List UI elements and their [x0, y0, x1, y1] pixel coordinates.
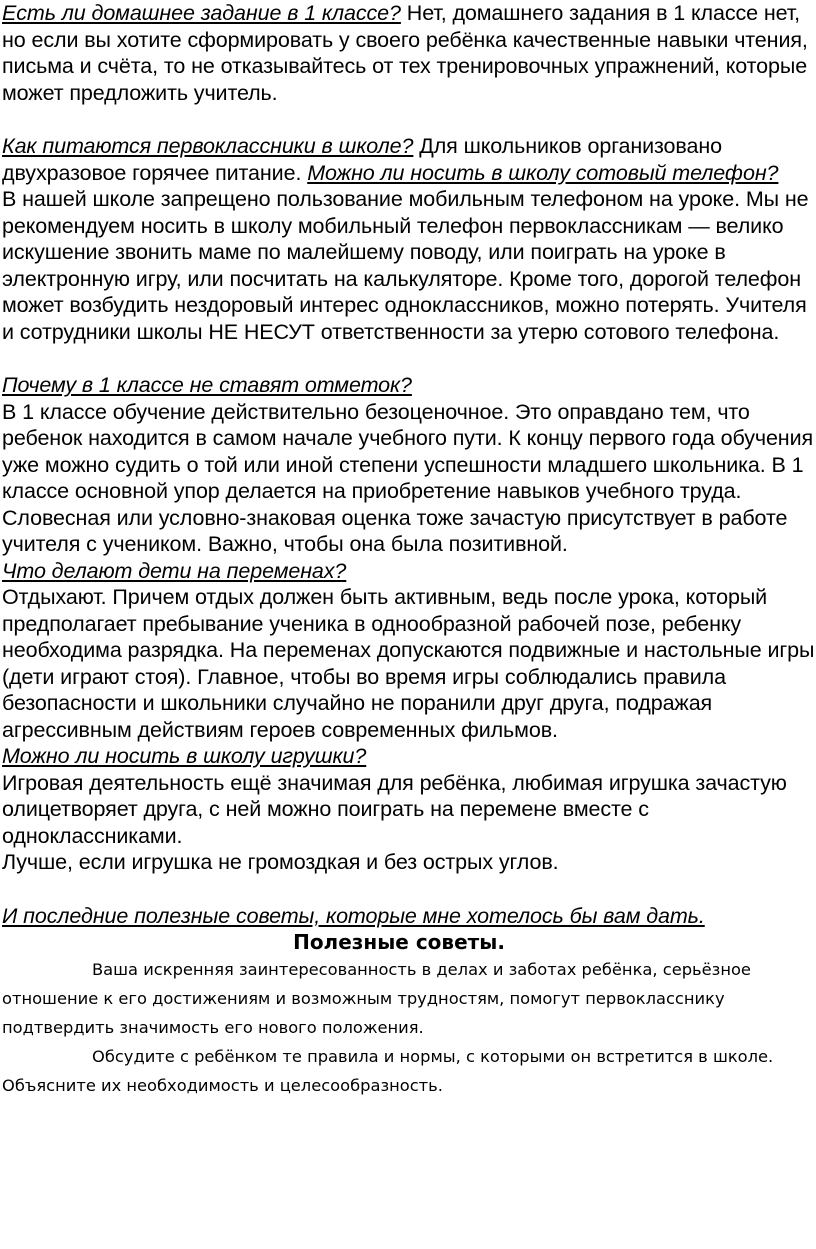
spacer	[2, 345, 816, 372]
answer-food: Для школьников организовано двухразовое горячее питание.	[2, 134, 722, 185]
question-breaks: Что делают дети на переменах?	[2, 558, 347, 583]
question-phone: Можно ли носить в школу сотовый телефон?	[307, 160, 779, 185]
tip-item: Ваша искренняя заинтересованность в делах и заботах ребёнка, серьёзное отношение к его достижениям и возможным трудностям, помогут первокласснику подтвердить значимость его нового положения.	[2, 960, 751, 1037]
closing-line: И последние полезные советы, которые мне хотелось бы вам дать.	[2, 903, 705, 928]
answer-toys: Игровая деятельность ещё значимая для ребёнка, любимая игрушка зачастую олицетворяет друга, с ней можно поиграть на перемене вместе с одноклассниками.	[2, 770, 787, 848]
question-toys: Можно ли носить в школу игрушки?	[2, 744, 367, 768]
answer-phone: В нашей школе запрещено пользование мобильным телефоном на уроке. Мы не рекомендуем носить в школу мобильный телефон первоклассникам — велико искушение звонить маме по малейшему поводу, или поиграть на уроке в электронную игру, или посчитать на калькуляторе. Кроме того, дорогой телефон может возбудить нездоровый интерес одноклассников, можно потерять. Учителя и сотрудники школы НЕ НЕСУТ ответственности за утерю сотового телефона.	[2, 187, 809, 344]
spacer	[2, 876, 816, 903]
question-homework: Есть ли домашнее задание в 1 классе?	[2, 1, 401, 25]
spacer	[2, 106, 816, 133]
answer-breaks: Отдыхают. Причем отдых должен быть активным, ведь после урока, который предполагает пребывание ученика в однообразной рабочей позе, ребенку необходима разрядка. На переменах допускаются подвижные и настольные игры (дети играют стоя). Главное, чтобы во время игры соблюдались правила безопасности и школьники случайно не поранили друг друга, подражая агрессивным действиям героев современных фильмов.	[2, 585, 815, 742]
question-grades: Почему в 1 классе не ставят отметок?	[2, 373, 412, 397]
answer-grades: В 1 классе обучение действительно безоценочное. Это оправдано тем, что ребенок находится в самом начале учебного пути. К концу первого года обучения уже можно судить о той или иной степени успешности младшего школьника. В 1 классе основной упор делается на приобретение навыков учебного труда. Словесная или условно-знаковая оценка тоже зачастую присутствует в работе учителя с учеником. Важно, чтобы она была позитивной.	[2, 399, 814, 556]
section-homework	[2, 0, 816, 106]
section-food-phone	[2, 133, 816, 186]
tip-item: Обсудите с ребёнком те правила и нормы, с которыми он встретится в школе. Объясните их необходимость и целесообразность.	[2, 1047, 774, 1095]
question-food: Как питаются первоклассники в школе?	[2, 134, 414, 158]
answer-toys-2: Лучше, если игрушка не громоздкая и без острых углов.	[2, 850, 559, 874]
tips-title: Полезные советы.	[293, 930, 505, 954]
answer-homework: Нет, домашнего задания в 1 классе нет, но если вы хотите сформировать у своего ребёнка качественные навыки чтения, письма и счёта, то не отказывайтесь от тех тренировочных упражнений, которые может предложить учитель.	[2, 1, 808, 105]
